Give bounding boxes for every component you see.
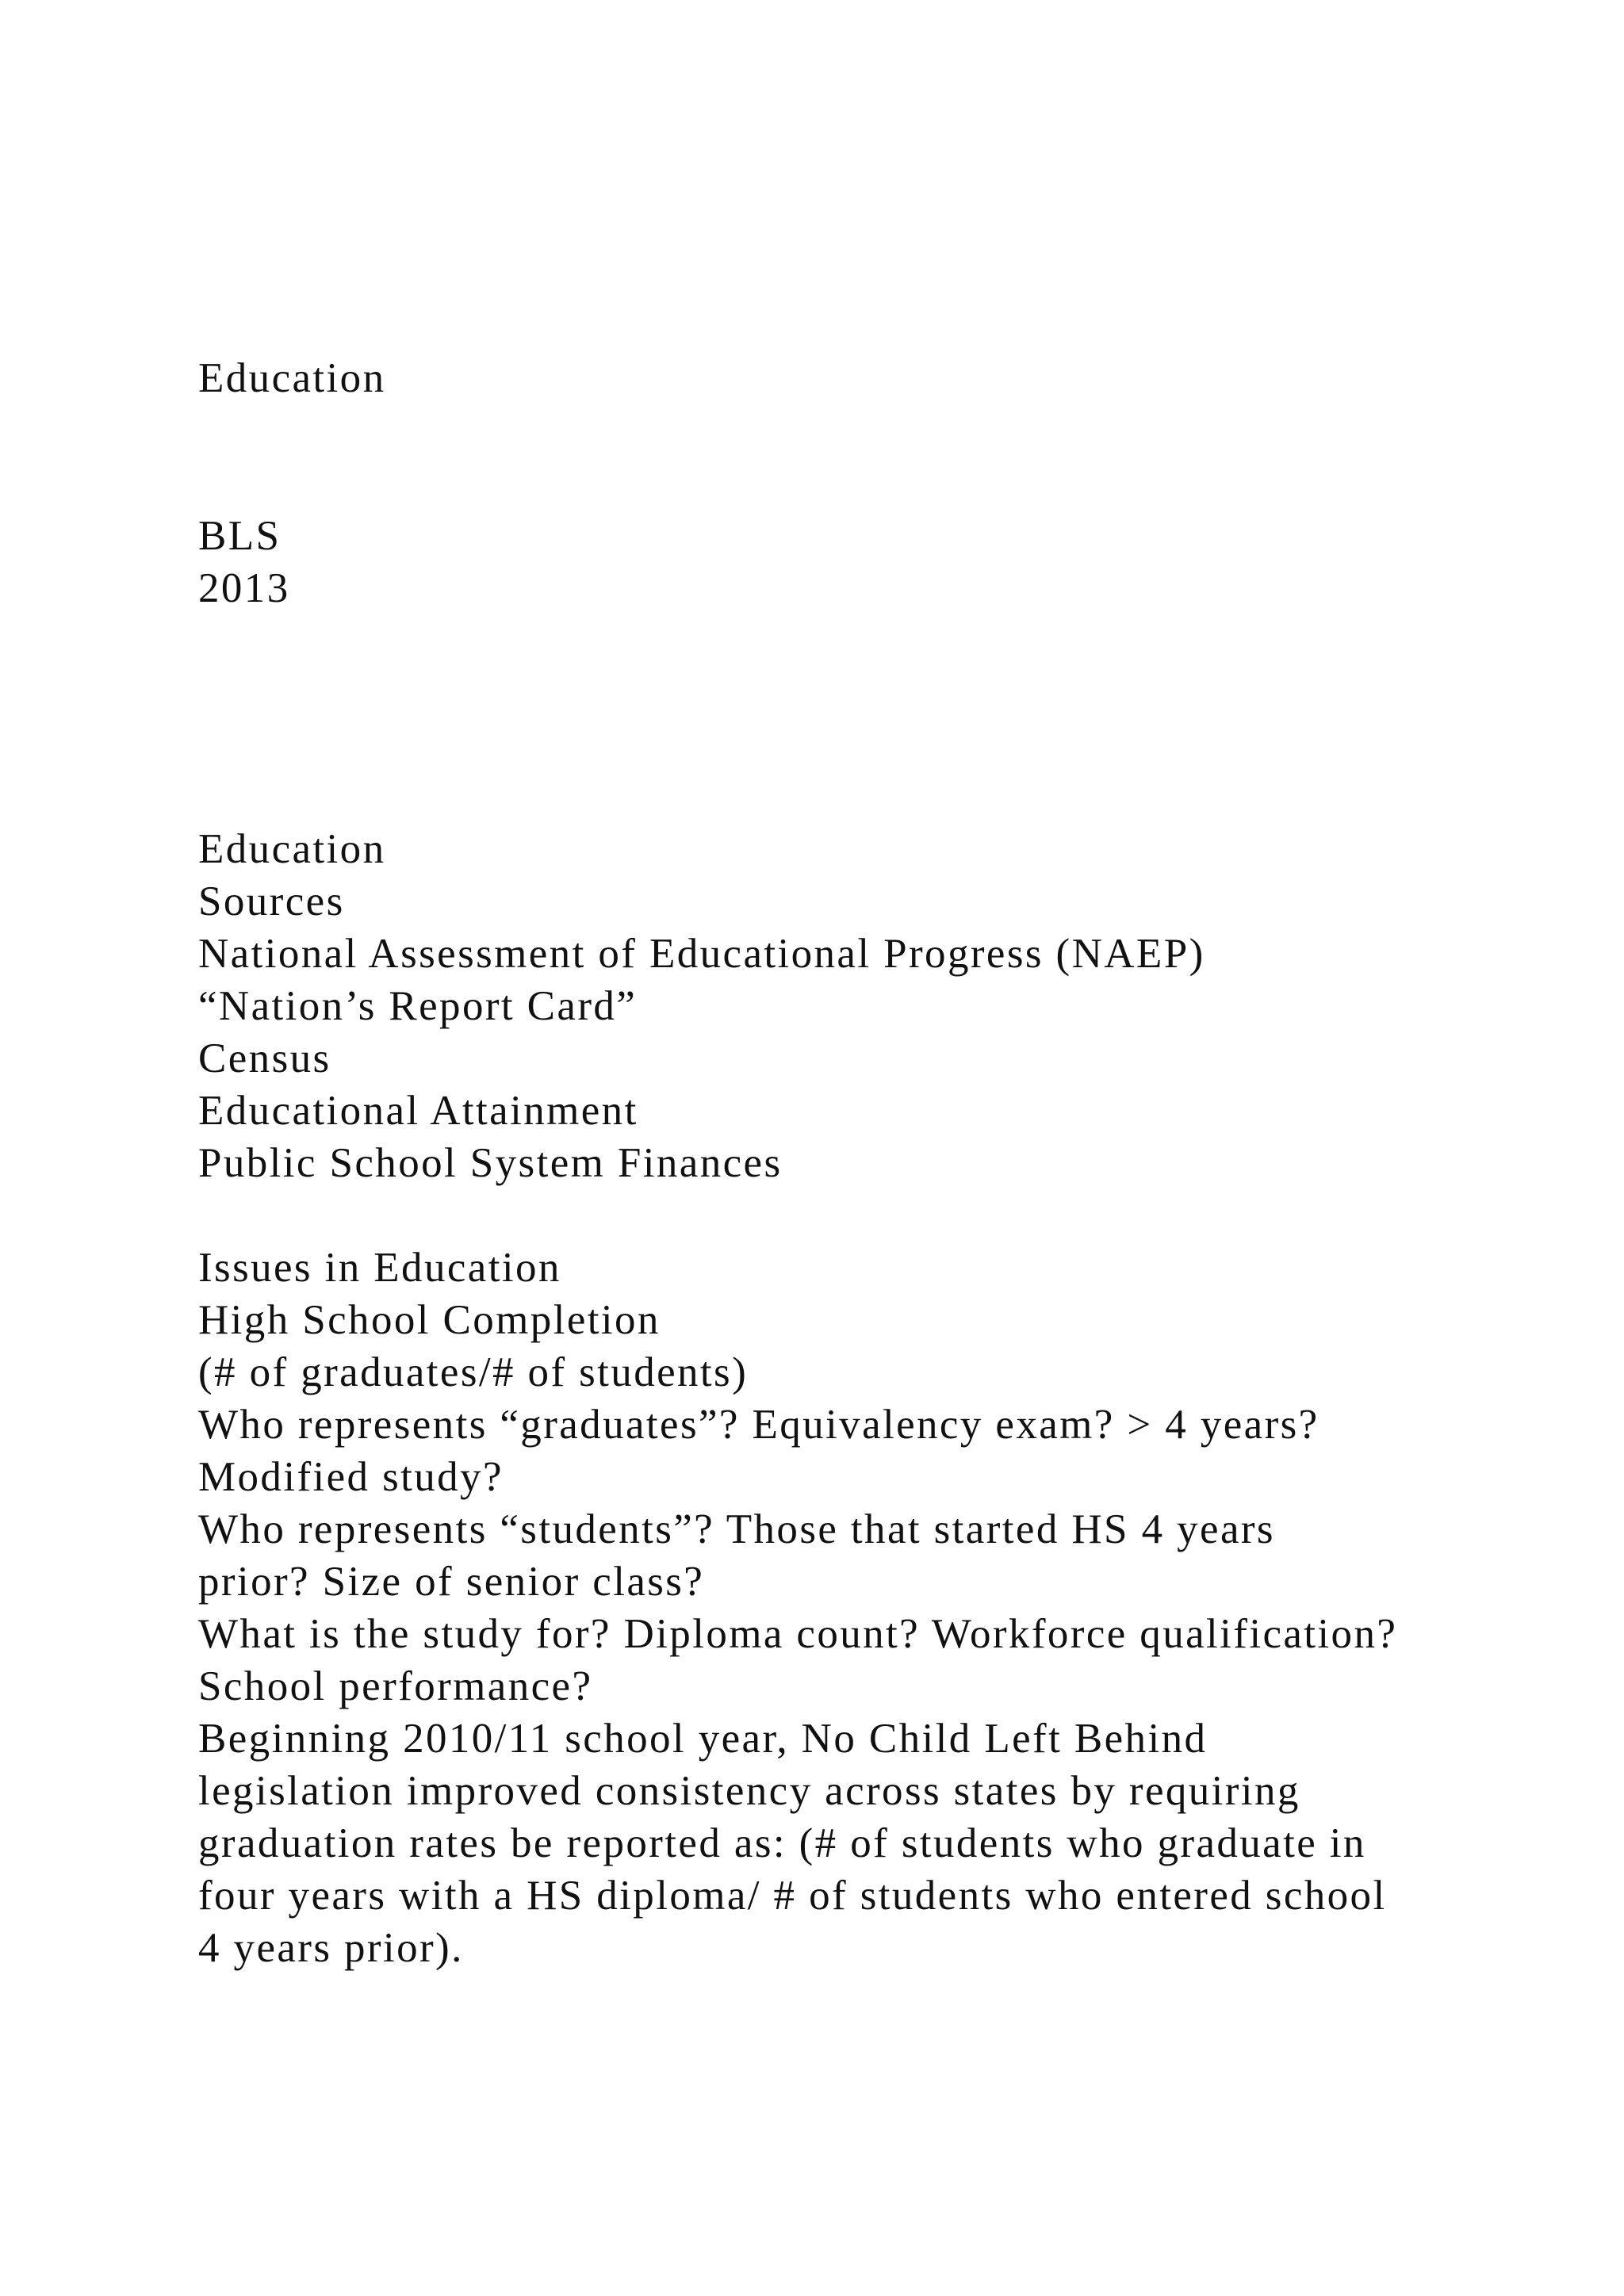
org-label: BLS xyxy=(198,513,282,559)
source-item: Educational Attainment xyxy=(198,1088,638,1134)
source-item: “Nation’s Report Card” xyxy=(198,983,638,1029)
source-item: Census xyxy=(198,1035,331,1081)
issues-line: Who represents “students”? Those that started HS 4 years xyxy=(198,1506,1275,1552)
issues-line: (# of graduates/# of students) xyxy=(198,1349,749,1395)
issues-line: What is the study for? Diploma count? Workforce qualification? xyxy=(198,1611,1398,1657)
sources-subheading: Sources xyxy=(198,878,345,924)
issues-line: legislation improved consistency across states by requiring xyxy=(198,1768,1300,1814)
source-item: Public School System Finances xyxy=(198,1140,783,1186)
document-title: Education xyxy=(198,355,386,401)
issues-line: Modified study? xyxy=(198,1454,504,1500)
year-label: 2013 xyxy=(198,565,290,611)
issues-line: prior? Size of senior class? xyxy=(198,1559,705,1605)
issues-heading: Issues in Education xyxy=(198,1245,561,1291)
issues-line: 4 years prior). xyxy=(198,1925,464,1971)
issues-line: graduation rates be reported as: (# of students who graduate in xyxy=(198,1820,1366,1866)
issues-line: High School Completion xyxy=(198,1297,661,1343)
issues-line: Who represents “graduates”? Equivalency exam? > 4 years? xyxy=(198,1402,1320,1448)
issues-line: four years with a HS diploma/ # of students who entered school xyxy=(198,1873,1387,1919)
sources-heading: Education xyxy=(198,826,386,872)
source-item: National Assessment of Educational Progress (NAEP) xyxy=(198,931,1205,977)
issues-line: Beginning 2010/11 school year, No Child Left Behind xyxy=(198,1716,1208,1762)
issues-line: School performance? xyxy=(198,1663,593,1709)
